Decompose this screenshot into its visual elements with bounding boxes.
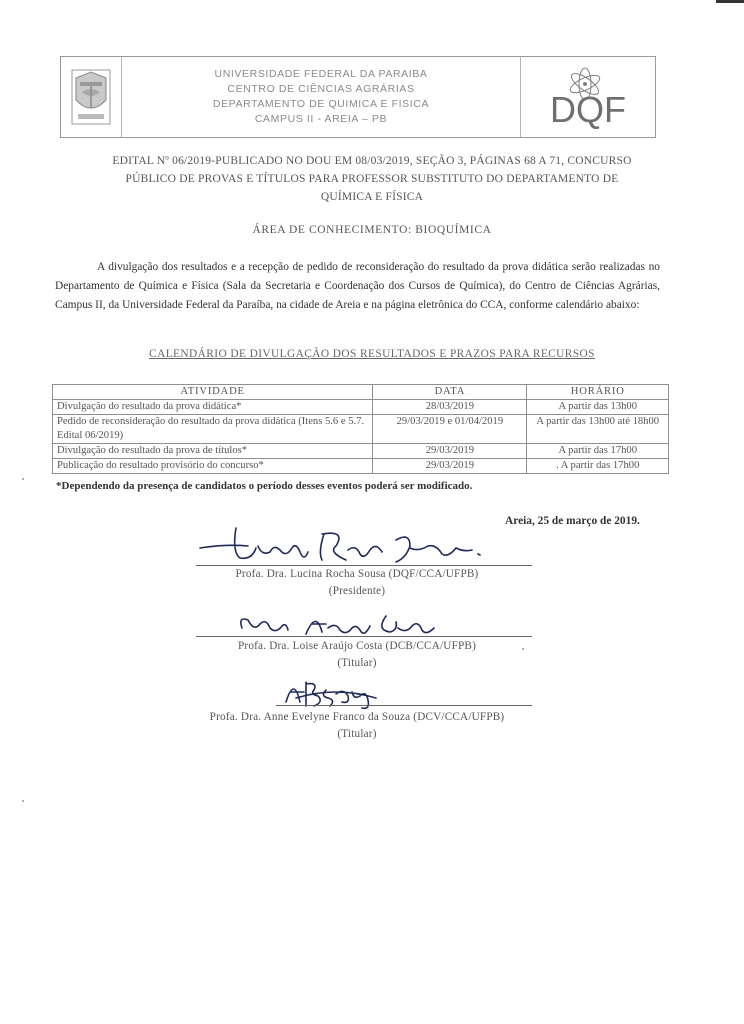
dqf-logo xyxy=(520,57,655,137)
signer-role: (Presidente) xyxy=(328,585,386,597)
time-cell: A partir das 13h00 xyxy=(527,400,669,415)
university-crest-icon xyxy=(61,57,122,137)
activity-cell: Publicação do resultado provisório do concurso* xyxy=(53,459,373,474)
knowledge-area: ÁREA DE CONHECIMENTO: BIOQUÍMICA xyxy=(252,224,492,236)
scan-edge-mark xyxy=(716,0,744,3)
center-name: CENTRO DE CIÊNCIAS AGRÁRIAS xyxy=(227,83,415,95)
department-name: DEPARTAMENTO DE QUIMICA E FISICA xyxy=(212,98,430,110)
activity-cell: Pedido de reconsideração do resultado da prova didática (Itens 5.6 e 5.7. Edital 06/2019) xyxy=(53,415,373,444)
letterhead-text xyxy=(122,57,520,137)
column-header-date: DATA xyxy=(373,385,527,400)
date-cell: 29/03/2019 xyxy=(373,459,527,474)
signature-line xyxy=(196,636,532,637)
announcement-paragraph: A divulgação dos resultados e a recepção de pedido de reconsideração do resultado da prova didática serão realizadas no Departamento de Química e Física (Sala da Secretaria e Coordenação dos Cursos de Química), do Centro de Ciências Agrárias, Campus II, da Universidade Federal da Paraíba, na cidade de Areia e na página eletrônica do CCA, conforme calendário abaixo: xyxy=(55,261,660,311)
table-row xyxy=(53,400,669,415)
table-row xyxy=(53,459,669,474)
signature-member-2 xyxy=(276,672,386,716)
edital-title-line: QUÍMICA E FÍSICA xyxy=(320,191,424,203)
edital-title xyxy=(40,152,704,206)
edital-title-line: PÚBLICO DE PROVAS E TÍTULOS PARA PROFESSOR SUBSTITUTO DO DEPARTAMENTO DE xyxy=(125,173,619,185)
column-header-activity: ATIVIDADE xyxy=(53,385,373,400)
signature-line xyxy=(276,705,532,706)
signer-role: (Titular) xyxy=(337,657,377,669)
scan-speck xyxy=(22,800,24,802)
activity-cell: Divulgação do resultado da prova didática* xyxy=(53,400,373,415)
scan-speck xyxy=(22,478,24,480)
letterhead xyxy=(60,56,656,138)
activity-cell: Divulgação do resultado da prova de títulos* xyxy=(53,444,373,459)
schedule-table xyxy=(52,384,669,474)
table-row xyxy=(53,444,669,459)
date-cell: 28/03/2019 xyxy=(373,400,527,415)
signature-line xyxy=(196,565,532,566)
campus-name: CAMPUS II - AREIA – PB xyxy=(254,113,388,125)
time-cell: . A partir das 17h00 xyxy=(527,459,669,474)
date-cell: 29/03/2019 e 01/04/2019 xyxy=(373,415,527,444)
signer-role: (Titular) xyxy=(337,728,377,740)
place-and-date: Areia, 25 de março de 2019. xyxy=(505,515,640,527)
signer-name: Profa. Dra. Lucina Rocha Sousa (DQF/CCA/UFPB) xyxy=(235,568,479,580)
table-row xyxy=(53,415,669,444)
dqf-logo-text: DQF xyxy=(550,89,626,130)
column-header-time: HORÁRIO xyxy=(527,385,669,400)
signer-name: Profa. Dra. Loise Araújo Costa (DCB/CCA/UFPB) xyxy=(237,640,477,652)
footnote: *Dependendo da presença de candidatos o período desses eventos poderá ser modificado. xyxy=(56,480,473,492)
signer-name: Profa. Dra. Anne Evelyne Franco da Souza (DCV/CCA/UFPB) xyxy=(209,711,505,723)
university-name: UNIVERSIDADE FEDERAL DA PARAIBA xyxy=(214,68,428,80)
time-cell: A partir das 13h00 até 18h00 xyxy=(527,415,669,444)
date-cell: 29/03/2019 xyxy=(373,444,527,459)
table-header-row xyxy=(53,385,669,400)
calendar-heading: CALENDÁRIO DE DIVULGAÇÃO DOS RESULTADOS E PRAZOS PARA RECURSOS xyxy=(149,348,595,360)
edital-title-line: EDITAL Nº 06/2019-PUBLICADO NO DOU EM 08/03/2019, SEÇÃO 3, PÁGINAS 68 A 71, CONCURSO xyxy=(112,155,632,167)
time-cell: A partir das 17h00 xyxy=(527,444,669,459)
